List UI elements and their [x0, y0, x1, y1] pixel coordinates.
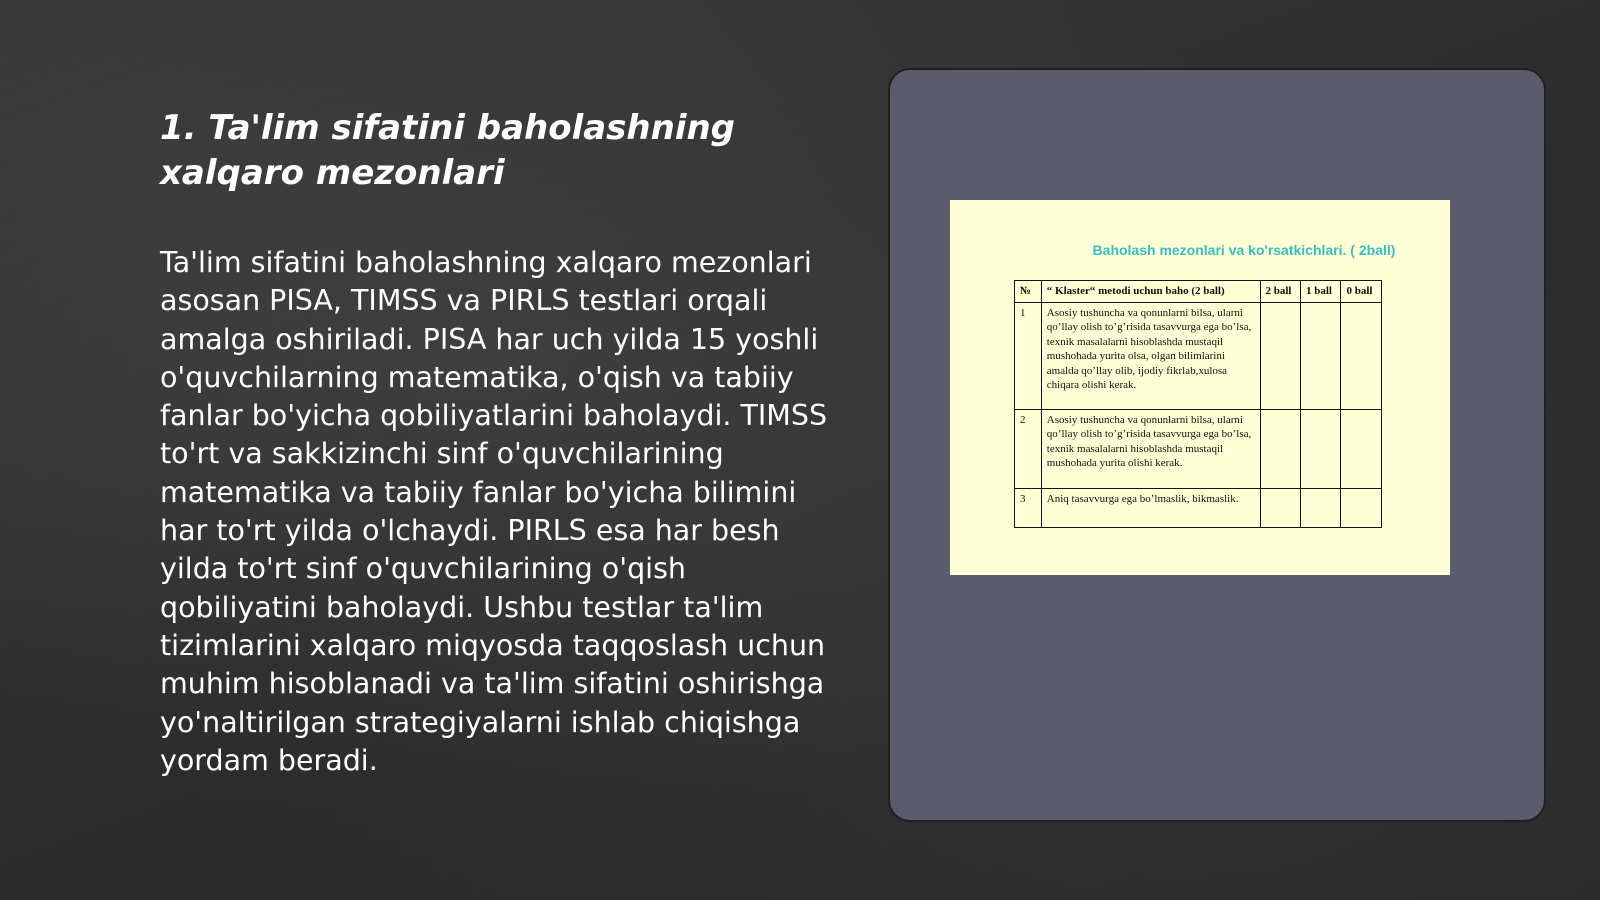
table-row: [1015, 488, 1382, 527]
score-cell: [1341, 409, 1382, 488]
header-number: №: [1015, 281, 1042, 303]
score-cell: [1341, 302, 1382, 409]
slide-title: 1. Ta'lim sifatini baholashning xalqaro mezonlari: [160, 108, 736, 193]
score-cell: [1260, 302, 1300, 409]
score-cell: [1300, 488, 1340, 527]
header-score-0: 0 ball: [1341, 281, 1382, 303]
header-criterion: “ Klaster“ metodi uchun baho (2 ball): [1041, 281, 1260, 303]
slide-body-text: Ta'lim sifatini baholashning xalqaro mezonlari asosan PISA, TIMSS va PIRLS testlari orqali amalga oshiriladi. PISA har uch yilda 15 yoshli o'quvchilarning matematika, o'qish va tabiiy fanlar bo'yicha qobiliyatlarini baholaydi. TIMSS to'rt va sakkizinchi sinf o'quvchilarining matematika va tabiiy fanlar bo'yicha bilimini har to'rt yilda o'lchaydi. PIRLS esa har besh yilda to'rt sinf o'quvchilarining o'qish qobiliyatini baholaydi. Ushbu testlar ta'lim tizimlarini xalqaro miqyosda taqqoslash uchun muhim hisoblanadi va ta'lim sifatini oshirishga yo'naltirilgan strategiyalarni ishlab chiqishga yordam beradi.: [160, 246, 828, 777]
row-number: 2: [1015, 409, 1042, 488]
score-cell: [1341, 488, 1382, 527]
row-criterion: Asosiy tushuncha va qonunlarni bilsa, ularni qo’llay olish to’g’risida tasavvurga ega bo’lsa, texnik masalalarni hisoblashda mustaqil mushohada yurita olsa, olgan bilimlarini amalda qo’llay olib, ijodiy fikrlab,xulosa chiqara olishi kerak.: [1041, 302, 1260, 409]
embedded-document-image: [950, 200, 1450, 575]
score-cell: [1260, 409, 1300, 488]
row-number: 1: [1015, 302, 1042, 409]
header-score-2: 2 ball: [1260, 281, 1300, 303]
table-header-row: [1015, 281, 1382, 303]
score-cell: [1260, 488, 1300, 527]
header-score-1: 1 ball: [1300, 281, 1340, 303]
score-cell: [1300, 409, 1340, 488]
row-number: 3: [1015, 488, 1042, 527]
table-row: [1015, 302, 1382, 409]
row-criterion: Aniq tasavvurga ega bo’lmaslik, bikmaslik.: [1041, 488, 1260, 527]
score-cell: [1300, 302, 1340, 409]
table-row: [1015, 409, 1382, 488]
row-criterion: Asosiy tushuncha va qonunlarni bilsa, ularni qo’llay olish to’g’risida tasavvurga ega bo’lsa, texnik masalalarni hisoblashda mustaqil mushohada yurita olishi kerak.: [1041, 409, 1260, 488]
criteria-table: [1014, 280, 1382, 528]
document-title: Baholash mezonlari va ko'rsatkichlari. ( 2ball): [1092, 242, 1396, 258]
